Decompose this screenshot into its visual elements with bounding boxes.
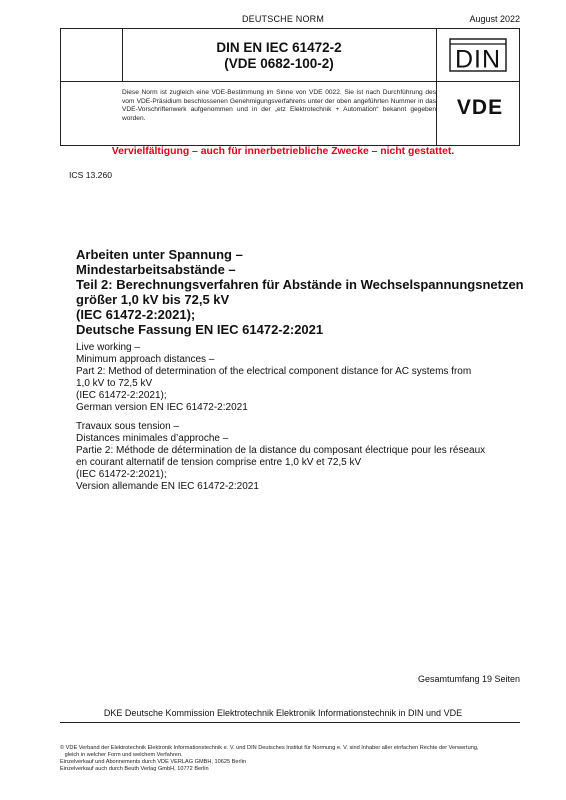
standard-number-din: DIN EN IEC 61472-2 [216,40,342,55]
title-fr-line: en courant alternatif de tension comprise entre 1,0 kV et 72,5 kV [76,457,362,468]
committee-name: DKE Deutsche Kommission Elektrotechnik Elektronik Informationstechnik in DIN und VDE [103,708,463,718]
copyright-footer [60,745,560,773]
standard-number-vde: (VDE 0682-100-2) [224,56,334,71]
din-logo-text: DIN [454,45,502,72]
title-de-line: (IEC 61472-2:2021); [76,307,196,322]
title-de-line: größer 1,0 kV bis 72,5 kV [76,292,230,307]
title-french [76,421,516,493]
title-de-line: Mindestarbeitsabstände – [76,262,236,277]
title-en-line: 1,0 kV to 72,5 kV [76,378,153,389]
title-en-line: (IEC 61472-2:2021); [76,390,167,401]
vde-classification-note: Diese Norm ist zugleich eine VDE-Bestimmung im Sinne von VDE 0022. Sie ist nach Durchführung des vom VDE-Präsidium beschlossenen Genehmigungsverfahrens unter der oben angeführten Nummer in das VDE-Vorschriftenwerk aufgenommen und in der „etz Elektrotechnik + Automation“ bekannt gegeben worden. [122,89,436,123]
title-en-line: Part 2: Method of determination of the electrical component distance for AC systems from [76,366,472,377]
title-fr-line: Distances minimales d’approche – [76,433,229,444]
title-en-line: Live working – [76,342,140,353]
footer-line: Einzelverkauf auch durch Beuth Verlag GmbH, 10772 Berlin [60,766,209,772]
title-fr-line: Travaux sous tension – [76,421,180,432]
title-fr-line: Partie 2: Méthode de détermination de la distance du composant électrique pour les réseaux [76,445,486,456]
vde-logo-text: VDE [456,96,504,118]
box-divider-left [122,28,123,81]
footer-line: gleich in welcher Form und welchem Verfahren. [60,752,183,758]
din-logo [449,38,507,72]
title-fr-line: (IEC 61472-2:2021); [76,469,167,480]
title-german [76,247,524,337]
total-pages: Gesamtumfang 19 Seiten [417,674,520,684]
title-en-line: Minimum approach distances – [76,354,215,365]
footer-line: Einzelverkauf und Abonnements durch VDE VERLAG GMBH, 10625 Berlin [60,759,246,765]
title-fr-line: Version allemande EN IEC 61472-2:2021 [76,481,259,492]
title-de-line: Deutsche Fassung EN IEC 61472-2:2021 [76,322,324,337]
footer-line: © VDE Verband der Elektrotechnik Elektronik Informationstechnik e. V. und DIN Deutsches Institut für Normung e. V. sind Inhaber aller einfachen Rechte der Verwertung, [60,745,479,751]
standard-number [124,40,434,72]
title-de-line: Arbeiten unter Spannung – [76,247,243,262]
box-divider-right [436,28,437,146]
committee-rule [60,722,520,723]
document-type-label: DEUTSCHE NORM [241,14,325,24]
title-de-line: Teil 2: Berechnungsverfahren für Abstände in Wechselspannungsnetzen [76,277,524,292]
ics-code: ICS 13.260 [69,170,112,180]
box-divider [60,81,520,82]
reproduction-notice: Vervielfältigung – auch für innerbetriebliche Zwecke – nicht gestattet. [111,146,455,157]
publication-date: August 2022 [469,14,520,24]
vde-logo [449,96,511,118]
title-en-line: German version EN IEC 61472-2:2021 [76,402,248,413]
title-english [76,342,516,414]
